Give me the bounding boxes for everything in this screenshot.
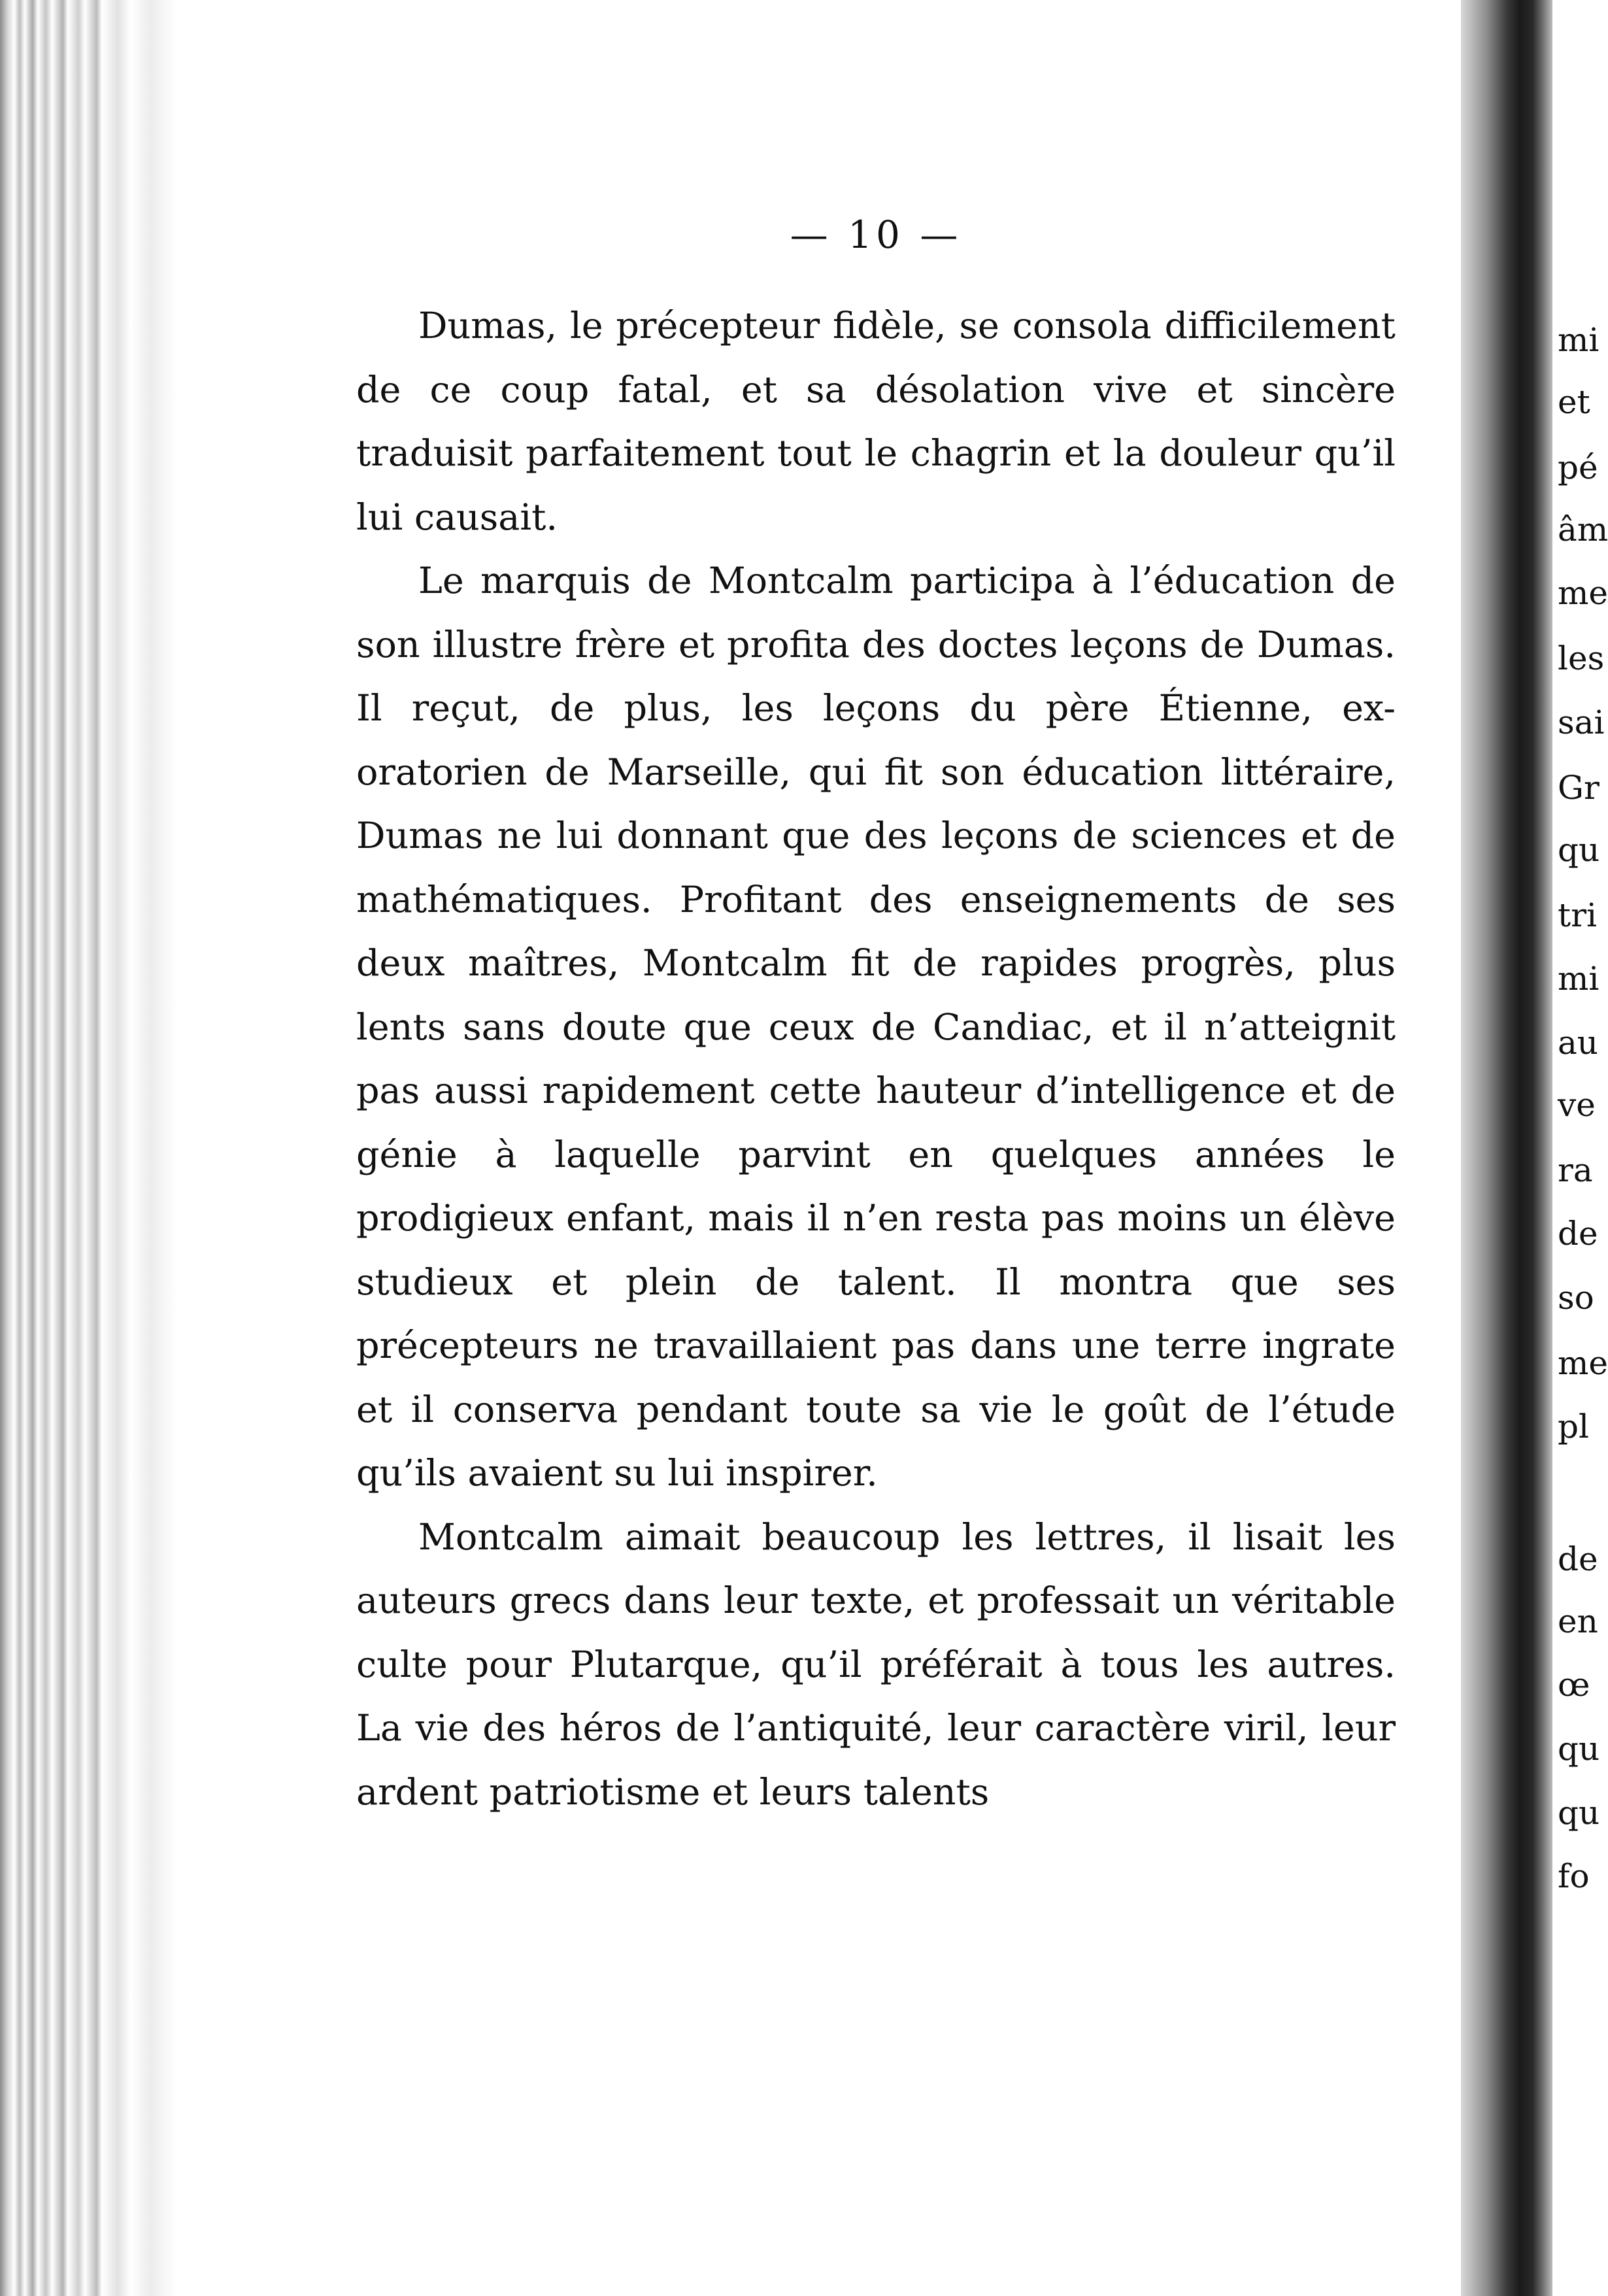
facing-page-fragment: ve bbox=[1558, 1086, 1596, 1124]
facing-page-fragment: fo bbox=[1558, 1857, 1590, 1895]
facing-page-fragment: œ bbox=[1558, 1666, 1590, 1704]
facing-page-fragment: so bbox=[1558, 1279, 1594, 1317]
facing-page-fragment: mi bbox=[1558, 321, 1600, 359]
facing-page-fragment: ra bbox=[1558, 1151, 1593, 1189]
facing-page-fragment: me bbox=[1558, 574, 1608, 612]
facing-page-fragment: de bbox=[1558, 1215, 1598, 1253]
facing-page-fragment: âm bbox=[1558, 511, 1608, 549]
paragraph: Montcalm aimait beaucoup les lettres, il lisait les auteurs grecs dans leur texte, et professait un véritable culte pour Plutarque, qu’il préférait à tous les autres. La vie des héros de l’antiquité, leur caractère viril, leur ardent patriotisme et leurs talents bbox=[356, 1515, 1396, 1814]
facing-page-fragment: en bbox=[1558, 1602, 1598, 1640]
facing-page-fragment: mi bbox=[1558, 960, 1600, 998]
book-page bbox=[356, 212, 1396, 1824]
book-binding-edge bbox=[0, 0, 176, 2296]
facing-page-fragment: qu bbox=[1558, 831, 1600, 869]
facing-page-fragment: au bbox=[1558, 1024, 1599, 1062]
paragraph: Dumas, le précepteur fidèle, se consola difficilement de ce coup fatal, et sa désolation vive et sincère traduisit parfaitement tout le chagrin et la douleur qu’il lui causait. bbox=[356, 305, 1396, 539]
facing-page-fragment: qu bbox=[1558, 1730, 1600, 1768]
facing-page-fragment: et bbox=[1558, 383, 1590, 421]
facing-page-fragment: sai bbox=[1558, 703, 1605, 741]
page-body bbox=[356, 294, 1396, 1824]
paragraph: Le marquis de Montcalm participa à l’éducation de son illustre frère et profita des doctes leçons de Dumas. Il reçut, de plus, les leçons du père Étienne, ex-oratorien de Marseille, qui fit son éducation littéraire, Dumas ne lui donnant que des leçons de sciences et de mathématiques. Profitant des enseignements de ses deux maîtres, Montcalm fit de rapides progrès, plus lents sans doute que ceux de Candiac, et il n’atteignit pas aussi rapidement cette hauteur d’intelligence et de génie à laquelle parvint en quelques années le prodigieux enfant, mais il n’en resta pas moins un élève studieux et plein de talent. Il montra que ses précepteurs ne travaillaient pas dans une terre ingrate et il conserva pendant toute sa vie le goût de l’étude qu’ils avaient su lui inspirer. bbox=[356, 560, 1396, 1494]
facing-page-fragment: me bbox=[1558, 1344, 1608, 1382]
page-number: — 10 — bbox=[790, 212, 962, 257]
facing-page-fragment: tri bbox=[1558, 896, 1597, 934]
facing-page-fragment: pé bbox=[1558, 448, 1598, 486]
book-gutter bbox=[1461, 0, 1552, 2296]
facing-page-fragment: de bbox=[1558, 1540, 1598, 1578]
facing-page-edge bbox=[1552, 0, 1608, 2296]
facing-page-fragment: Gr bbox=[1558, 769, 1600, 807]
facing-page-fragment: qu bbox=[1558, 1794, 1600, 1832]
facing-page-fragment: pl bbox=[1558, 1408, 1589, 1445]
facing-page-fragment: les bbox=[1558, 639, 1605, 677]
